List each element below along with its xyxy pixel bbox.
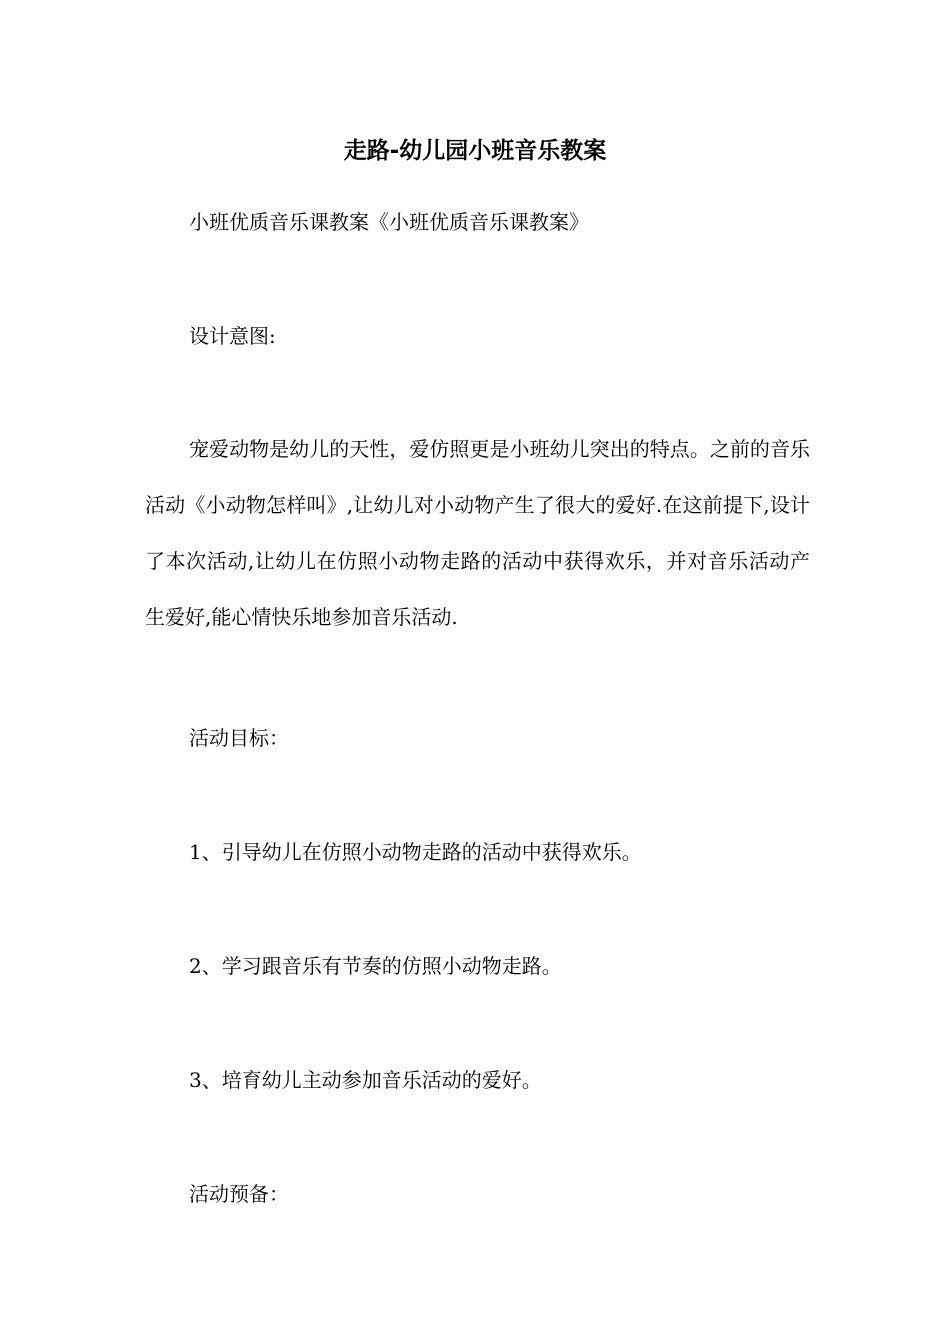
document-subtitle: 小班优质音乐课教案《小班优质音乐课教案》 xyxy=(189,210,589,234)
preparation-heading: 活动预备： xyxy=(189,1182,289,1206)
goal-item-2: 2、学习跟音乐有节奏的仿照小动物走路。 xyxy=(189,954,562,978)
goals-heading: 活动目标： xyxy=(189,726,289,750)
goal-item-1: 1、引导幼儿在仿照小动物走路的活动中获得欢乐。 xyxy=(189,840,642,864)
design-intent-heading: 设计意图: xyxy=(189,324,276,348)
goal-item-3: 3、培育幼儿主动参加音乐活动的爱好。 xyxy=(189,1068,542,1092)
document-title: 走路-幼儿园小班音乐教案 xyxy=(343,138,607,164)
design-intent-paragraph: 宠爱动物是幼儿的天性，爱仿照更是小班幼儿突出的特点。之前的音乐活动《小动物怎样叫》,让幼儿对小动物产生了很大的爱好.在这前提下,设计了本次活动,让幼儿在仿照小动物走路的活动中获得欢乐，并对音乐活动产生爱好,能心情快乐地参加音乐活动. xyxy=(145,437,810,629)
